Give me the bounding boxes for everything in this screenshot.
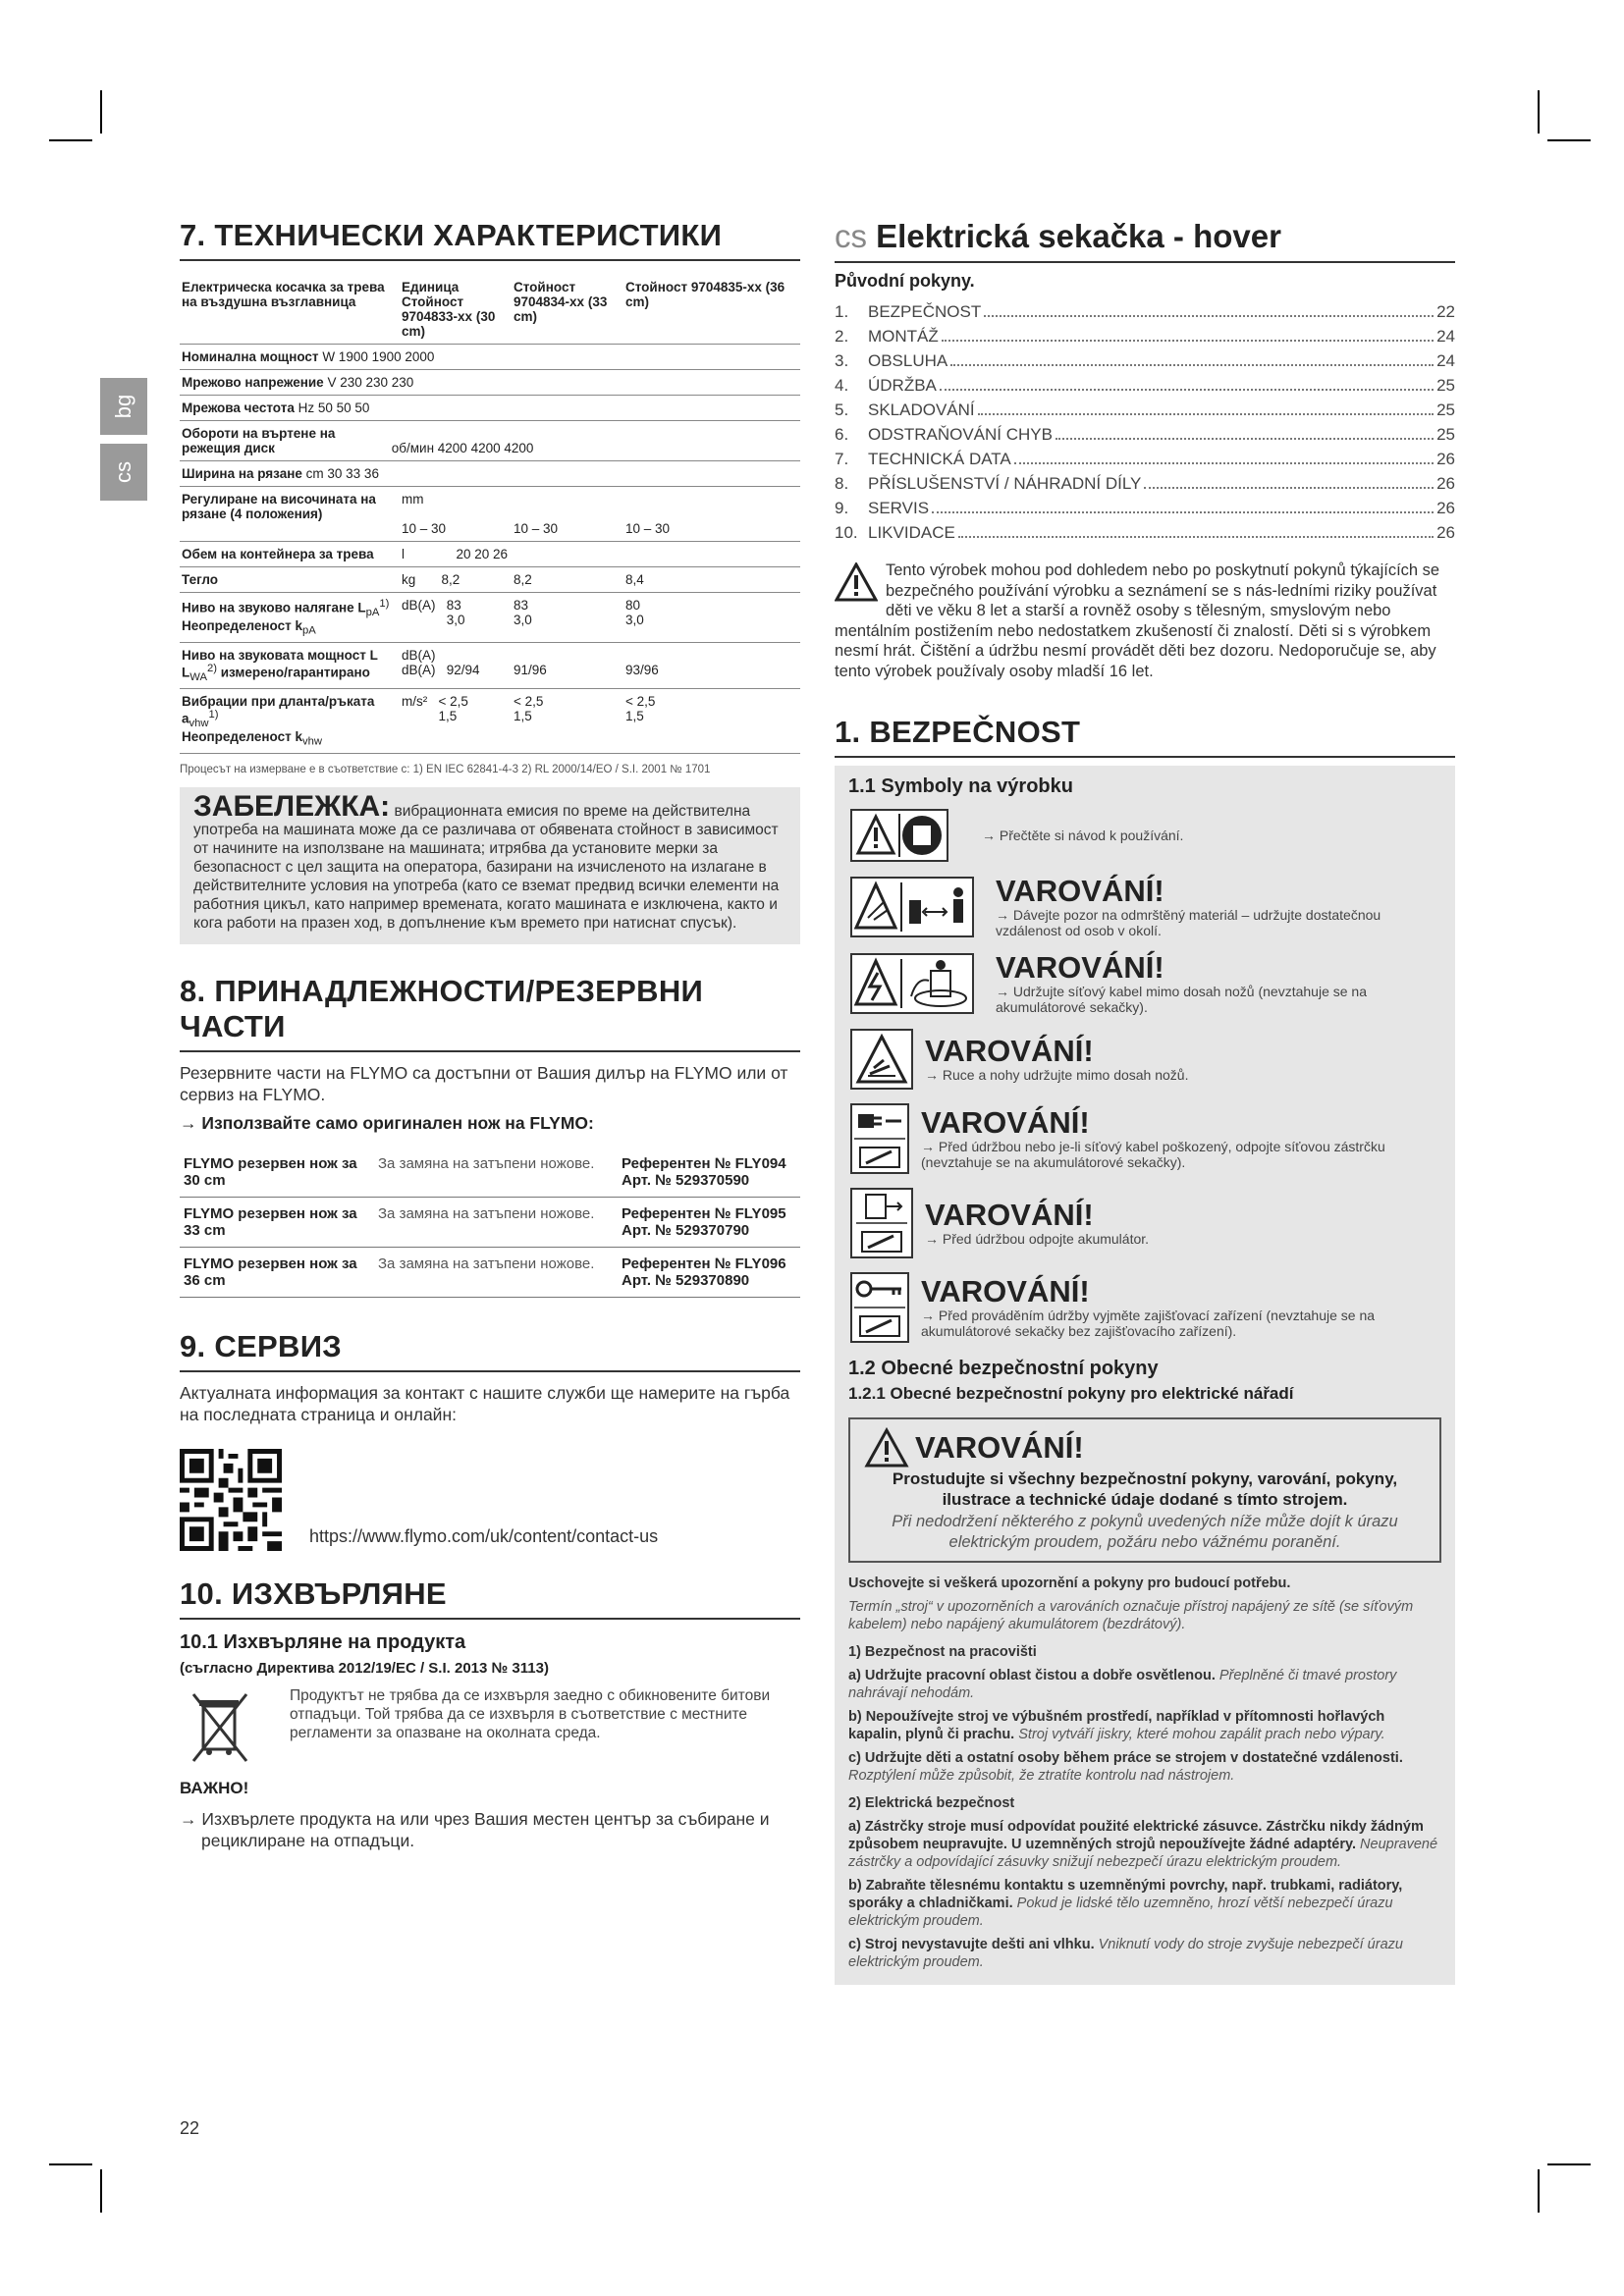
- table-row: Тегло kg 8,2 8,2 8,4: [180, 567, 800, 593]
- table-row: FLYMO резервен нож за 33 cm За замяна на затъпени ножове. Референтен № FLY095 Арт. № 529370790: [180, 1197, 800, 1247]
- section-title-specs: 7. ТЕХНИЧЕСКИ ХАРАКТЕРИСТИКИ: [180, 218, 800, 261]
- unplug-before-maintenance-icon: [850, 1103, 909, 1174]
- warning-italic-text: Při nedodržení některého z pokynů uvedených níže může dojít k úrazu elektrickým proudem, požáru nebo vážnému poranění.: [892, 1513, 1398, 1551]
- symbol-row: [835, 802, 1455, 869]
- list-item: b) Nepoužívejte stroj ve výbušném prostředí, například v přítomnosti hořlavých kapalin, plynů či prachu. Stroj vytváří jiskry, které mohou zapálit prach nebo výpary.: [848, 1709, 1385, 1742]
- list-item: c) Udržujte děti a ostatní osoby během práce se strojem v dostatečné vzdálenosti. Rozptýlení může způsobit, že ztratíte kontrolu nad nástrojem.: [848, 1750, 1403, 1784]
- warning-triangle-icon: [835, 562, 878, 602]
- warning-title: VAROVÁNÍ!: [996, 950, 1164, 985]
- toc-item[interactable]: 9. SERVIS 26: [835, 498, 1455, 517]
- table-row: Обороти на въртене на режещия диск об/мин 4200 4200 4200: [180, 421, 800, 461]
- crop-mark: [49, 139, 92, 141]
- note-box: [180, 787, 800, 944]
- electrical-safety-title: 2) Elektrická bezpečnost: [848, 1795, 1015, 1811]
- symbol-row: [835, 1096, 1455, 1181]
- remove-battery-icon: [850, 1188, 913, 1258]
- table-row: Ширина на рязане cm 30 33 36: [180, 461, 800, 487]
- read-manual-icon: [850, 809, 948, 862]
- page-title: cs Elektrická sekačka - hover: [835, 218, 1455, 263]
- disposal-directive: (съгласно Директива 2012/19/ЕС / S.I. 2013 № 3113): [180, 1659, 549, 1677]
- toc-item[interactable]: 1. BEZPEČNOST 22: [835, 301, 1455, 321]
- table-row: Мрежово напрежение V 230 230 230: [180, 370, 800, 396]
- toc-item[interactable]: 5. SKLADOVÁNÍ 25: [835, 400, 1455, 419]
- list-item: a) Zástrčky stroje musí odpovídat použité elektrické zásuvce. Zástrčku nikdy žádným způsobem neupravujte. U uzemněných strojů nepoužívejte žádné adaptéry. Neupravené zástrčky a odpovídající zásuvky snižují nebezpečí úrazu elektrickým proudem.: [848, 1819, 1438, 1870]
- general-safety-subtitle: 1.2 Obecné bezpečnostní pokyny: [848, 1358, 1159, 1379]
- list-item: b) Zabraňte tělesnému kontaktu s uzemněnými povrchy, např. trubkami, radiátory, sporáky a chladničkami. Pokud je lidské tělo uzemněno, hrozí větší nebezpečí úrazu elektrickým proudem.: [848, 1878, 1403, 1929]
- table-row: FLYMO резервен нож за 30 cm За замяна на затъпени ножове. Референтен № FLY094 Арт. № 529370590: [180, 1148, 800, 1198]
- original-instructions: Původní pokyny.: [835, 271, 975, 291]
- toc-item[interactable]: 2. MONTÁŽ 24: [835, 326, 1455, 346]
- general-warning-box: [848, 1417, 1441, 1563]
- accessories-table: [180, 1148, 800, 1298]
- symbol-text: → Přečtěte si návod k používání.: [982, 828, 1184, 843]
- warning-title: VAROVÁNÍ!: [921, 1274, 1090, 1308]
- toc-item[interactable]: 10. LIKVIDACE 26: [835, 522, 1455, 542]
- symbols-subtitle: 1.1 Symboly na výrobku: [848, 775, 1073, 797]
- table-row: Ниво на звуковата мощност L $L_{WA}^{2)}$ измерено/гарантирано dB(A) dB(A) 92/94 91/96 93/96: [180, 642, 800, 688]
- symbol-text: → Udržujte síťový kabel mimo dosah nožů (nevztahuje se na akumulátorové sekačky).: [996, 984, 1367, 1015]
- table-row: Обем на контейнера за трева l 20 20 26: [180, 542, 800, 567]
- term-definition: Termín „stroj“ v upozorněních a varováních označuje přístroj napájený ze sítě (se síťovým kabelem) nebo napájený akumulátorem (bezdrátový).: [848, 1599, 1414, 1632]
- crop-mark: [100, 90, 102, 133]
- qr-code-icon[interactable]: [180, 1449, 282, 1551]
- symbol-row: [835, 869, 1455, 945]
- table-of-contents: [835, 299, 1455, 545]
- toc-item[interactable]: 3. OBSLUHA 24: [835, 350, 1455, 370]
- toc-item[interactable]: 4. ÚDRŽBA 25: [835, 375, 1455, 395]
- crossed-bin-icon: [186, 1690, 254, 1769]
- warning-title: VAROVÁNÍ!: [915, 1430, 1084, 1465]
- keep-instructions: Uschovejte si veškerá upozornění a pokyny pro budoucí potřebu.: [848, 1575, 1291, 1591]
- section-title-safety: 1. BEZPEČNOST: [835, 715, 1455, 758]
- work-area-title: 1) Bezpečnost na pracovišti: [848, 1644, 1037, 1660]
- crop-mark: [49, 2163, 92, 2165]
- section-title-service: 9. СЕРВИЗ: [180, 1329, 800, 1372]
- note-text: вибрационната емисия по време на действителна употреба на машината може да се различава от обявената стойност в зависимост от начините на използване на машината; итрябва да установите мерки за безопасност с цел защита на оператора, базирани на изчисленото на излагане в действителните условия на употреба (като се вземат предвид всички елементи на работния цикъл, като например времената, когато машината е изключена, както и кога работи на празен ход, в допълнение към времето при натиснат спусък).: [193, 802, 780, 932]
- disposal-text: Продуктът не трябва да се изхвърля заедно с обикновените битови отпадъци. Той трябва да се изхвърля в съответствие с местните регламенти за опазване на околната среда.: [290, 1686, 771, 1741]
- service-url[interactable]: https://www.flymo.com/uk/content/contact-us: [309, 1525, 659, 1546]
- cable-blade-icon: [850, 953, 974, 1014]
- language-tab-bg[interactable]: bg: [100, 378, 147, 435]
- symbol-text: → Dávejte pozor na odmrštěný materiál – udržujte dostatečnou vzdálenost od osob v okolí.: [996, 907, 1381, 938]
- crop-mark: [100, 2169, 102, 2213]
- symbol-text: → Před prováděním údržby vyjměte zajišťovací zařízení (nevztahuje se na akumulátorové sekačky bez zajišťovacího zařízení).: [921, 1308, 1376, 1339]
- right-column: [835, 218, 1455, 1985]
- symbol-row: [835, 1181, 1455, 1265]
- original-blade-note: → Използвайте само оригинален нож на FLYMO:: [180, 1112, 594, 1133]
- crop-mark: [1538, 2169, 1540, 2213]
- table-row: Мрежова честота Hz 50 50 50: [180, 396, 800, 421]
- table-row: Номинална мощност W 1900 1900 2000: [180, 345, 800, 370]
- crop-mark: [1538, 90, 1540, 133]
- warning-title: VAROVÁNÍ!: [925, 1034, 1094, 1068]
- table-row: Вибрации при дланта/ръката $a_{vhw}^{1)}$ Неопределеност $k_{vhw}$ m/s² < 2,5 1,5 < 2,5 1,5 < 2,5 1,5: [180, 689, 800, 754]
- section-title-accessories: 8. ПРИНАДЛЕЖНОСТИ/РЕЗЕРВНИ ЧАСТИ: [180, 974, 800, 1052]
- toc-item[interactable]: 6. ODSTRAŇOVÁNÍ CHYB 25: [835, 424, 1455, 444]
- remove-key-icon: [850, 1272, 909, 1343]
- symbol-text: → Před údržbou nebo je-li síťový kabel poškozený, odpojte síťovou zástrčku (nevztahuje se na akumulátorové sekačky).: [921, 1139, 1385, 1170]
- crop-mark: [1547, 2163, 1591, 2165]
- warning-title: VAROVÁNÍ!: [925, 1198, 1094, 1232]
- table-row: FLYMO резервен нож за 36 cm За замяна на затъпени ножове. Референтен № FLY096 Арт. № 529370890: [180, 1247, 800, 1297]
- note-title: ЗАБЕЛЕЖКА:: [193, 789, 391, 823]
- warning-bold-text: Prostudujte si všechny bezpečnostní pokyny, varování, pokyny, ilustrace a technické údaje dodané s tímto strojem.: [892, 1469, 1398, 1509]
- section-title-disposal: 10. ИЗХВЪРЛЯНЕ: [180, 1576, 800, 1620]
- disposal-instruction: → Изхвърлете продукта на или чрез Вашия местен център за събиране и рециклиране на отпадъци.: [180, 1808, 770, 1850]
- symbol-text: → Ruce a nohy udržujte mimo dosah nožů.: [925, 1067, 1189, 1083]
- toc-item[interactable]: 8. PŘÍSLUŠENSTVÍ / NÁHRADNÍ DÍLY 26: [835, 473, 1455, 493]
- symbol-text: → Před údržbou odpojte akumulátor.: [925, 1231, 1150, 1247]
- symbol-row: [835, 1022, 1455, 1096]
- language-tab-cs[interactable]: cs: [100, 444, 147, 501]
- warning-title: VAROVÁNÍ!: [996, 874, 1164, 908]
- hands-feet-blade-icon: [850, 1029, 913, 1090]
- symbol-row: [835, 1265, 1455, 1350]
- warning-title: VAROVÁNÍ!: [921, 1105, 1090, 1140]
- warning-triangle-icon: [864, 1427, 909, 1468]
- table-row: Ниво на звуково налягане $L_{pA}^{1)}$ Неопределеност $k_{pA}$ dB(A) 83 3,0 83 3,0 80 3,0: [180, 593, 800, 643]
- page-number: 22: [180, 2118, 200, 2138]
- intro-warning: Tento výrobek mohou pod dohledem nebo po poskytnutí pokynů týkajících se bezpečného používání výrobku a seznámení se s nás-ledními riziky používat děti ve věku 8 let a starší a rovněž osoby s tělesným, smyslovým nebo mentálním postižením nebo nedostatkem zkušeností či znalostí. Děti si s výrobkem nesmí hrát. Čištění a údržbu nesmí provádět děti bez dozoru. Nedoporučuje se, aby tento výrobek používaly osoby mladší 16 let.: [835, 561, 1440, 680]
- list-item: a) Udržujte pracovní oblast čistou a dobře osvětlenou. Přeplněné či tmavé prostory nahrávají nehodám.: [848, 1668, 1397, 1701]
- symbol-row: [835, 945, 1455, 1022]
- important-label: ВАЖНО!: [180, 1778, 249, 1797]
- power-tool-safety-subtitle: 1.2.1 Obecné bezpečnostní pokyny pro elektrické nářadí: [848, 1384, 1294, 1403]
- safety-panel: [835, 766, 1455, 1985]
- thrown-objects-icon: [850, 877, 974, 937]
- service-text: Актуалната информация за контакт с нашите служби ще намерите на гърба на последната страница и онлайн:: [180, 1382, 790, 1424]
- toc-item[interactable]: 7. TECHNICKÁ DATA 26: [835, 449, 1455, 468]
- left-column: [180, 218, 800, 1855]
- table-row: Регулиране на височината на рязане (4 положения) mm 10 – 30 10 – 30 10 – 30: [180, 487, 800, 542]
- disposal-subtitle: 10.1 Изхвърляне на продукта: [180, 1630, 466, 1653]
- spec-table: Електрическа косачка за трева на въздушна възглавница Единица Стойност 9704833-хх (30 cm) Стойност 9704834-хх (33 cm) Стойност 9704835-хх (36 cm) Номинална мощност W 1900 1900 2000 Мрежово напрежение V 230 230 230 Мрежова честота Hz 50 50 50 Обороти на въртене на режещия диск об/мин 4200 4200 4200 Ширина на рязане cm 30 33 36 Регулиране на височината на рязане (4 положения) mm 10 – 30 10 – 30 10 – 30 Обем на контейнера за трева l 20 20 26 Тегло kg 8,2 8,2 8,4 Ниво на звуково налягане $L_{pA}^{1)}$ Неопределеност $k_{pA}$ dB(A) 83 3,0 83 3,0 80 3,0 Ниво на звуковата мощност L $L_{WA}^{2)}$ измерено/гарантирано dB(A) dB(A) 92/94 91/96 93/96 Вибрации при дланта/ръката $a_{vhw}^{1)}$ Неопределеност $k_{vhw}$ m/s² < 2,5 1,5 < 2,5 1,5 < 2,5 1,5: [180, 275, 800, 754]
- crop-mark: [1547, 139, 1591, 141]
- accessories-intro: Резервните части на FLYMO са достъпни от Вашия дилър на FLYMO или от сервиз на FLYMO.: [180, 1062, 788, 1104]
- spec-footnote: Процесът на измерване е в съответствие с: 1) EN IEC 62841-4-3 2) RL 2000/14/EO / S.I. 2001 № 1701: [180, 763, 711, 775]
- list-item: c) Stroj nevystavujte dešti ani vlhku. Vniknutí vody do stroje zvyšuje nebezpečí úrazu elektrickým proudem.: [848, 1937, 1403, 1970]
